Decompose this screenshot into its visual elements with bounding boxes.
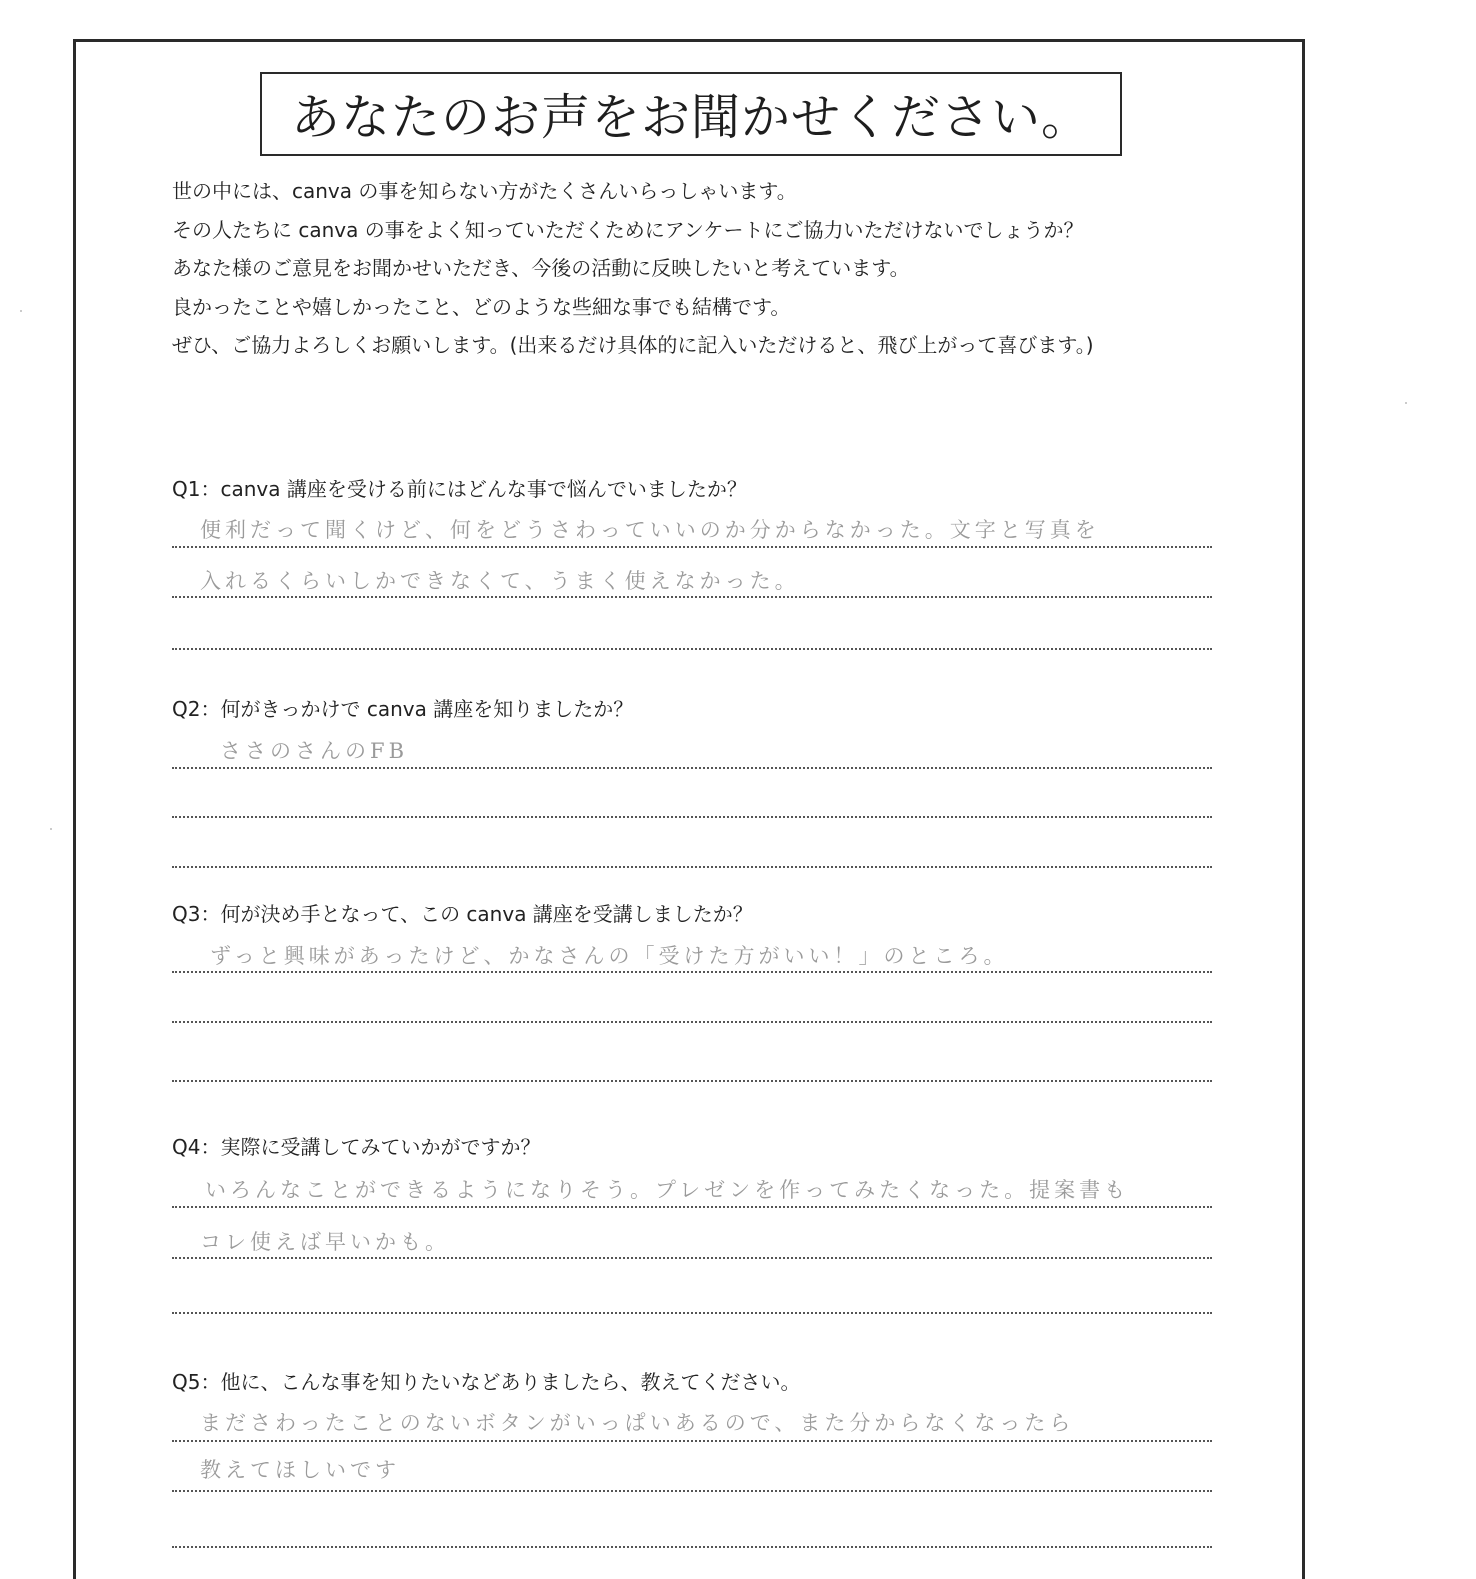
question-4: Q4：実際に受講してみていかがですか？ [172,1135,541,1159]
answer-line [172,971,1212,973]
intro-text [172,176,1272,369]
answer-5-line-1: まださわったことのないボタンがいっぱいあるので、また分からなくなったら [200,1411,1075,1435]
scan-speck [50,828,52,830]
scan-speck [1405,402,1407,404]
intro-line: 世の中には、canva の事を知らない方がたくさんいらっしゃいます。 [172,179,797,203]
answer-line [172,1490,1212,1492]
answer-5-line-2: 教えてほしいです [200,1458,400,1482]
answer-line [172,1312,1212,1314]
intro-line: 良かったことや嬉しかったこと、どのような些細な事でも結構です。 [172,294,791,319]
answer-line [172,866,1212,868]
intro-line: その人たちに canva の事をよく知っていただくためにアンケートにご協力いただけないでしょうか？ [172,217,1084,242]
answer-line [172,1257,1212,1259]
answer-3-line-1: ずっと興味があったけど、かなさんの「受けた方がいい！」のところ。 [210,944,1009,968]
answer-line [172,1080,1212,1082]
answer-4-line-1: いろんなことができるようになりそう。プレゼンを作ってみたくなった。提案書も [205,1178,1130,1202]
answer-1-line-2: 入れるくらいしかできなくて、うまく使えなかった。 [200,569,800,593]
answer-line [172,1206,1212,1208]
intro-line: あなた様のご意見をお聞かせいただき、今後の活動に反映したいと考えています。 [172,256,910,280]
scan-speck [20,310,22,312]
question-2: Q2：何がきっかけで canva 講座を知りましたか？ [172,697,634,721]
answer-line [172,596,1212,598]
answer-1-line-1: 便利だって聞くけど、何をどうさわっていいのか分からなかった。文字と写真を [200,518,1100,542]
answer-line [172,1440,1212,1442]
question-1: Q1：canva 講座を受ける前にはどんな事で悩んでいましたか？ [172,477,747,501]
answer-line [172,816,1212,818]
question-5: Q5：他に、こんな事を知りたいなどありましたら、教えてください。 [172,1370,801,1394]
answer-line [172,1021,1212,1023]
answer-4-line-2: コレ使えば早いかも。 [200,1230,450,1254]
answer-line [172,546,1212,548]
answer-2-line-1: ささのさんのFB [220,739,409,763]
answer-line [172,1546,1212,1548]
answer-line [172,767,1212,769]
question-3: Q3：何が決め手となって、この canva 講座を受講しましたか？ [172,902,753,926]
title-box [260,72,1122,156]
form-title: あなたのお声をお聞かせください。 [290,89,1091,146]
answer-line [172,648,1212,650]
intro-line: ぜひ、ご協力よろしくお願いします。(出来るだけ具体的に記入いただけると、飛び上がって喜びます。) [172,333,1094,357]
